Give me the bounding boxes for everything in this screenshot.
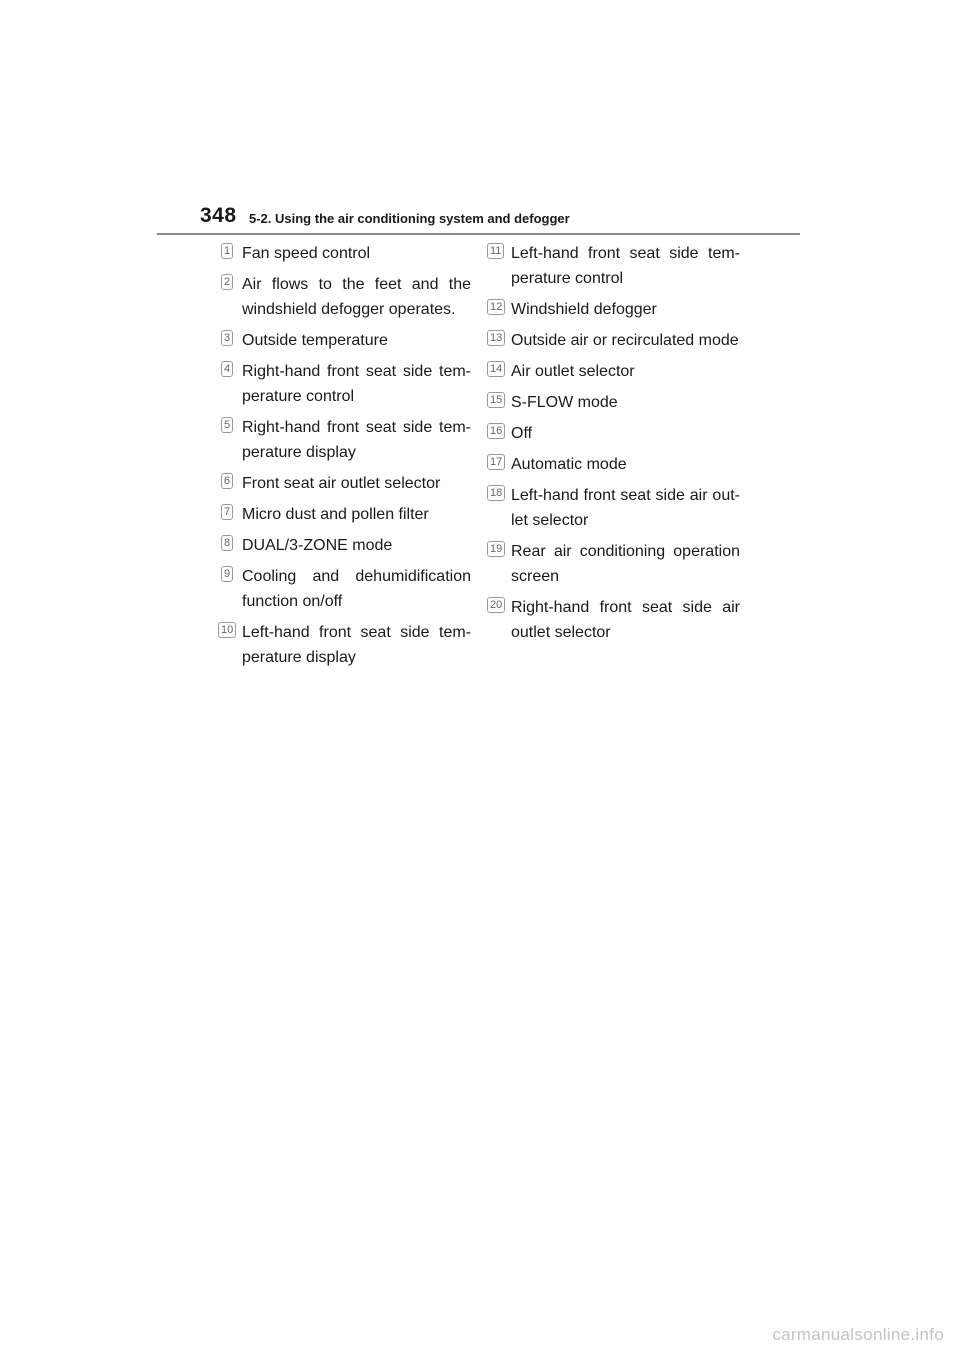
item-text: Windshield defogger [511,301,657,318]
item-number-badge: 2 [221,274,233,290]
item-text: Rear air conditioning operation screen [511,543,740,585]
legend-item [221,415,471,465]
item-text: Front seat air outlet selector [242,475,441,492]
legend-item [221,241,471,266]
item-text: S-FLOW mode [511,394,618,411]
item-number-badge: 13 [487,330,505,346]
item-number-badge: 4 [221,361,233,377]
page-number: 348 [200,204,237,227]
legend-item [490,328,740,353]
legend-item [221,620,471,670]
item-number-badge: 15 [487,392,505,408]
legend-item [221,328,471,353]
item-text: Air flows to the feet and the windshield defogger operates. [242,276,471,318]
item-number-badge: 6 [221,473,233,489]
item-text: DUAL/3-ZONE mode [242,537,393,554]
legend-item [490,539,740,589]
section-title: 5-2. Using the air conditioning system and defogger [249,211,570,226]
legend-item [221,471,471,496]
item-number-badge: 14 [487,361,505,377]
item-text: Right-hand front seat side air outlet selector [511,599,740,641]
item-number-badge: 19 [487,541,505,557]
item-text: Left-hand front seat side air out-let selector [511,487,740,529]
item-text: Outside temperature [242,332,388,349]
item-number-badge: 1 [221,243,233,259]
item-number-badge: 16 [487,423,505,439]
legend-item [490,452,740,477]
item-number-badge: 12 [487,299,505,315]
item-number-badge: 8 [221,535,233,551]
item-text: Cooling and dehumidification function on/off [242,568,471,610]
legend-column-left [221,241,471,676]
legend-item [490,483,740,533]
legend-item [490,359,740,384]
item-text: Right-hand front seat side tem-perature control [242,363,471,405]
legend-item [221,359,471,409]
item-text: Right-hand front seat side tem-perature display [242,419,471,461]
legend-item [490,421,740,446]
legend-item [221,272,471,322]
legend-item [221,533,471,558]
item-text: Micro dust and pollen filter [242,506,429,523]
legend-column-right [490,241,740,651]
legend-item [221,564,471,614]
header-divider [157,233,800,235]
item-number-badge: 5 [221,417,233,433]
item-text: Off [511,425,533,442]
item-number-badge: 10 [218,622,236,638]
item-text: Automatic mode [511,456,627,473]
item-text: Fan speed control [242,245,371,262]
item-number-badge: 9 [221,566,233,582]
item-number-badge: 11 [487,243,504,259]
item-number-badge: 20 [487,597,505,613]
item-number-badge: 17 [487,454,505,470]
item-text: Left-hand front seat side tem-perature display [242,624,471,666]
legend-item [490,297,740,322]
legend-item [490,241,740,291]
item-text: Air outlet selector [511,363,635,380]
item-number-badge: 3 [221,330,233,346]
watermark: carmanualsonline.info [772,1325,944,1344]
item-text: Left-hand front seat side tem-perature control [511,245,740,287]
legend-item [221,502,471,527]
page-header [200,204,800,234]
legend-item [490,595,740,645]
item-text: Outside air or recirculated mode [511,332,739,349]
legend-item [490,390,740,415]
item-number-badge: 7 [221,504,233,520]
item-number-badge: 18 [487,485,505,501]
